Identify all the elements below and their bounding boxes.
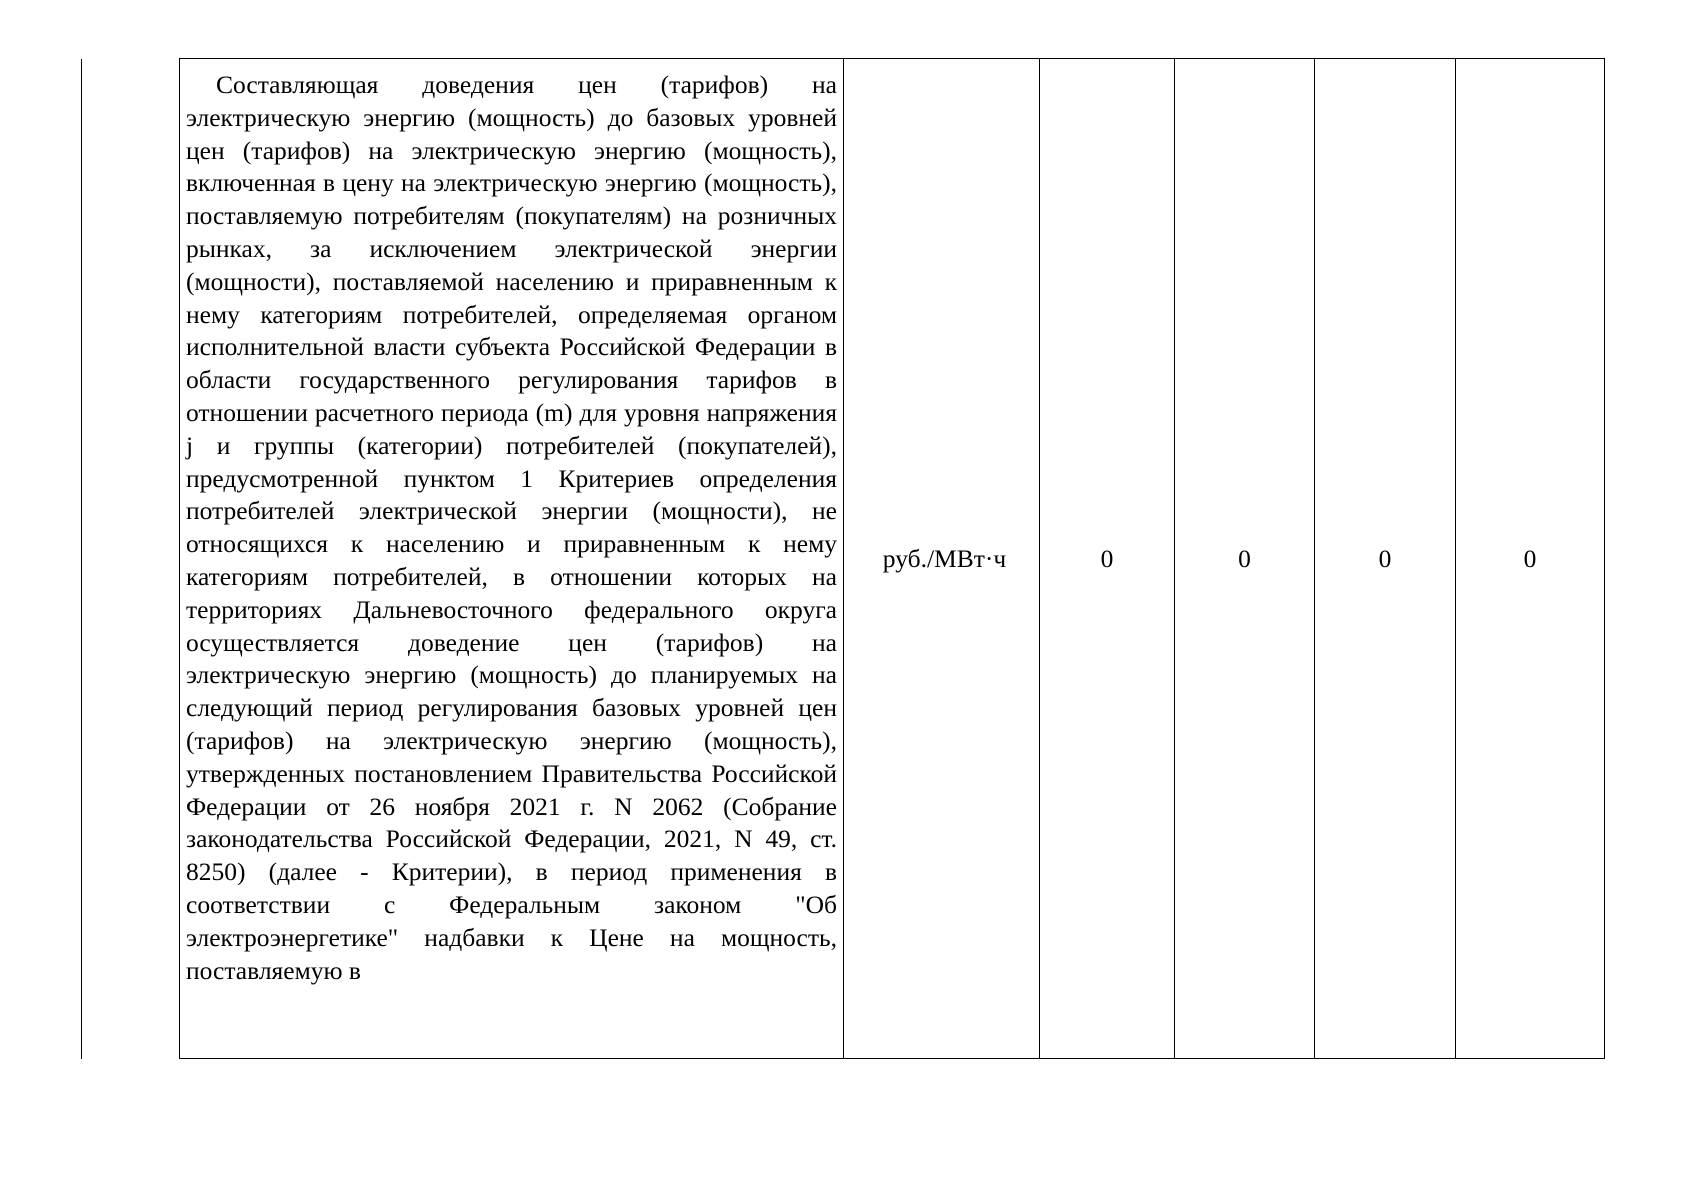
- value-1: 0: [1100, 543, 1114, 573]
- value-3: 0: [1378, 543, 1392, 573]
- row-number-cell: [82, 59, 180, 1059]
- value-cell-4: [1456, 59, 1605, 1059]
- unit-label: руб./МВт·ч: [882, 543, 1007, 573]
- tariff-table: [81, 58, 1605, 1059]
- description-text: Составляющая доведения цен (тарифов) на электрическую энергию (мощность) до базовых уровней цен (тарифов) на электрическую энергию (мощность), включенная в цену на электрическую энергию (мощность), поставляемую потребителям (покупателям) на розничных рынках, за исключением электрической энергии (мощности), поставляемой населению и приравненным к нему категориям потребителей, определяемая органом исполнительной власти субъекта Российской Федерации в области государственного регулирования тарифов в отношении расчетного периода (m) для уровня напряжения j и группы (категории) потребителей (покупателей), предусмотренной пунктом 1 Критериев определения потребителей электрической энергии (мощности), не относящихся к населению и приравненным к нему категориям потребителей, в отношении которых на территориях Дальневосточного федерального округа осуществляется доведение цен (тарифов) на электрическую энергию (мощность) до планируемых на следующий период регулирования базовых уровней цен (тарифов) на электрическую энергию (мощность), утвержденных постановлением Правительства Российской Федерации от 26 ноября 2021 г. N 2062 (Собрание законодательства Российской Федерации, 2021, N 49, ст. 8250) (далее - Критерии), в период применения в соответствии с Федеральным законом "Об электроэнергетике" надбавки к Цене на мощность, поставляемую в: [186, 70, 837, 985]
- value-cell-1: [1040, 59, 1175, 1059]
- description-cell: [180, 59, 844, 1059]
- value-4: 0: [1523, 543, 1537, 573]
- unit-cell: [844, 59, 1040, 1059]
- value-cell-2: [1175, 59, 1315, 1059]
- table-row: [82, 59, 1605, 1059]
- value-cell-3: [1315, 59, 1456, 1059]
- value-2: 0: [1238, 543, 1251, 573]
